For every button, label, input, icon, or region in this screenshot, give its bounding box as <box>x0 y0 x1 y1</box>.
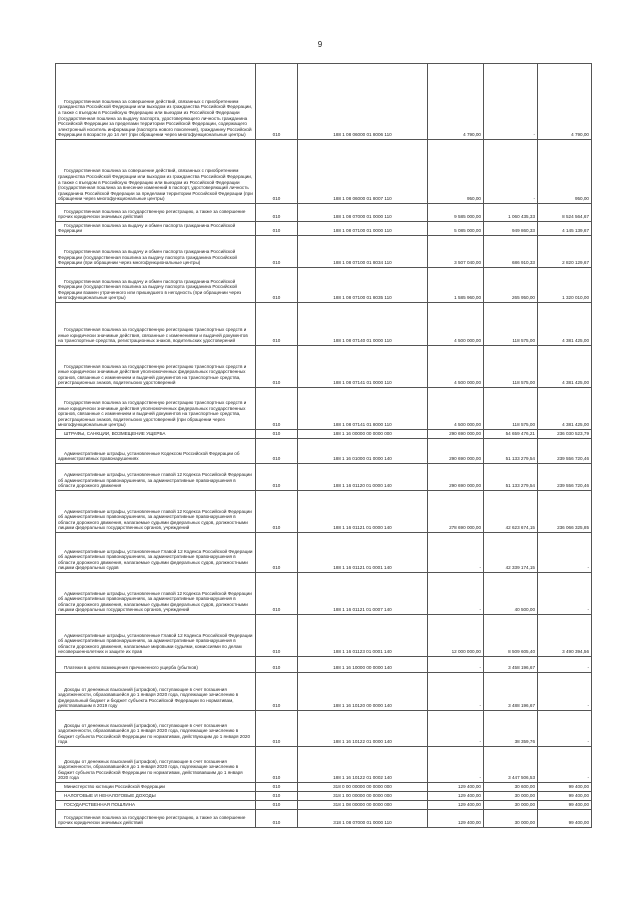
row-remaining-amount: 4 381 425,00 <box>538 303 592 346</box>
revenue-table <box>55 63 592 828</box>
table-row <box>56 792 592 801</box>
row-remaining-amount: 4 145 139,67 <box>538 222 592 236</box>
row-executed-amount: 686 910,33 <box>484 236 538 268</box>
row-kbk: 318 1 00 00000 00 0000 000 <box>298 792 428 801</box>
row-plan-amount: - <box>428 657 484 673</box>
row-kbk: 188 1 16 01121 01 0000 140 <box>298 491 428 533</box>
row-remaining-amount: 950,00 <box>538 140 592 204</box>
row-remaining-amount: 99 400,00 <box>538 783 592 792</box>
row-kbk: 188 1 08 07000 01 0000 110 <box>298 204 428 222</box>
row-code: 010 <box>256 268 298 303</box>
row-kbk: 188 1 16 01000 01 0000 140 <box>298 439 428 464</box>
row-code: 010 <box>256 573 298 615</box>
row-executed-amount: 38 359,76 <box>484 711 538 747</box>
row-code: 010 <box>256 801 298 810</box>
row-code: 010 <box>256 439 298 464</box>
table-row <box>56 64 592 140</box>
row-remaining-amount: - <box>538 573 592 615</box>
table-row <box>56 346 592 388</box>
table-row <box>56 657 592 673</box>
row-plan-amount: 129 400,00 <box>428 810 484 828</box>
row-name: Государственная пошлина за государственную регистрацию, а также за совершение прочих юридически значимых действий <box>56 204 256 222</box>
row-kbk: 188 1 16 10120 00 0000 140 <box>298 673 428 711</box>
row-remaining-amount: - <box>538 533 592 573</box>
row-name: Платежи в целях возмещения причиненного ущерба (убытков) <box>56 657 256 673</box>
row-remaining-amount: 236 066 325,85 <box>538 491 592 533</box>
row-kbk: 188 1 08 07100 01 8035 110 <box>298 268 428 303</box>
row-executed-amount: 3 488 196,67 <box>484 673 538 711</box>
row-executed-amount: 42 339 174,15 <box>484 533 538 573</box>
row-name: Доходы от денежных взысканий (штрафов), поступающие в счет погашения задолженности, образовавшейся до 1 января 2020 года, подлежащие зачислению в бюджет субъекта Российской Федерации по нормативам, действовавшим до 1 января 2020 года <box>56 747 256 783</box>
row-name: Государственная пошлина за совершение действий, связанных с приобретением гражданства Российской Федерации или выходом из гражданства Российской Федерации, а также с въездом в Российскую Федерацию или выездом из Российской Федерации (государственная пошлина за выдачу паспорта, удостоверяющего личность гражданина Российской Федерации за пределами территории Российской Федерации, содержащего электронный носитель информации (паспорта нового поколения), гражданину Российской Федерации в возрасте до 14 лет (при обращении через многофункциональные центры) <box>56 64 256 140</box>
row-name: Государственная пошлина за выдачу и обмен паспорта гражданина Российской Федерации (государственная пошлина за выдачу паспорта гражданина Российской Федерации (при обращении через многофункциональные центры) <box>56 236 256 268</box>
row-kbk: 318 1 08 07000 01 0000 110 <box>298 810 428 828</box>
row-name: Государственная пошлина за государственную регистрацию, а также за совершение прочих юридически значимых действий <box>56 810 256 828</box>
row-code: 010 <box>256 810 298 828</box>
row-plan-amount: - <box>428 533 484 573</box>
table-row <box>56 711 592 747</box>
row-executed-amount: 265 950,00 <box>484 268 538 303</box>
table-row <box>56 140 592 204</box>
row-executed-amount: 51 133 279,54 <box>484 464 538 491</box>
table-row <box>56 673 592 711</box>
row-remaining-amount: 99 400,00 <box>538 810 592 828</box>
row-plan-amount: 290 690 000,00 <box>428 430 484 439</box>
row-kbk: 188 1 16 01121 01 0001 140 <box>298 533 428 573</box>
row-plan-amount: 129 400,00 <box>428 783 484 792</box>
table-row <box>56 491 592 533</box>
row-name: Государственная пошлина за совершение действий, связанных с приобретением гражданства Российской Федерации или выходом из гражданства Российской Федерации, а также с въездом в Российскую Федерацию или выездом из Российской Федерации (государственная пошлина за внесение изменений в паспорт, удостоверяющий личность гражданина Российской Федерации за пределами территории Российской Федерации (при обращении через многофункциональные центры) <box>56 140 256 204</box>
row-executed-amount: 51 133 279,54 <box>484 439 538 464</box>
table-row <box>56 388 592 430</box>
row-name: Административные штрафы, установленные Главой 12 Кодекса Российской Федерации об административных правонарушениях, за административные правонарушения в области дорожного движения, налагаемые мировыми судьями, комиссиями по делам несовершеннолетних и защите их прав <box>56 615 256 657</box>
row-kbk: 188 1 16 10122 01 0002 140 <box>298 747 428 783</box>
table-row <box>56 303 592 346</box>
row-remaining-amount: 1 320 010,00 <box>538 268 592 303</box>
row-plan-amount: - <box>428 573 484 615</box>
table-row <box>56 810 592 828</box>
row-executed-amount: - <box>484 64 538 140</box>
row-code: 010 <box>256 792 298 801</box>
row-plan-amount: 5 085 000,00 <box>428 222 484 236</box>
row-remaining-amount: - <box>538 711 592 747</box>
row-name: ШТРАФЫ, САНКЦИИ, ВОЗМЕЩЕНИЕ УЩЕРБА <box>56 430 256 439</box>
row-name: ГОСУДАРСТВЕННАЯ ПОШЛИНА <box>56 801 256 810</box>
row-code: 010 <box>256 64 298 140</box>
row-name: Административные штрафы, установленные главой 12 Кодекса Российской Федерации об административных правонарушениях, за административные правонарушения в области дорожного движения, налагаемые судьями федеральных судов, должностными лицами федеральных государственных органов, учреждений <box>56 573 256 615</box>
row-plan-amount: 129 400,00 <box>428 792 484 801</box>
row-name: Административные штрафы, установленные Кодексом Российской Федерации об административных правонарушениях <box>56 439 256 464</box>
row-executed-amount: 30 600,00 <box>484 783 538 792</box>
row-name: НАЛОГОВЫЕ И НЕНАЛОГОВЫЕ ДОХОДЫ <box>56 792 256 801</box>
table-row <box>56 801 592 810</box>
row-kbk: 188 1 08 07141 01 8000 110 <box>298 388 428 430</box>
row-name: Государственная пошлина за выдачу и обмен паспорта гражданина Российской Федерации (государственная пошлина за выдачу паспорта гражданина Российской Федерации взамен утраченного или пришедшего в негодность (при обращении через многофункциональные центры) <box>56 268 256 303</box>
row-code: 010 <box>256 657 298 673</box>
row-executed-amount: 40 500,00 <box>484 573 538 615</box>
row-plan-amount: 12 000 000,00 <box>428 615 484 657</box>
row-name: Административные штрафы, установленные главой 12 Кодекса Российской Федерации об административных правонарушениях, за административные правонарушения в области дорожного движения, налагаемые судьями федеральных судов, должностными лицами федеральных государственных органов, учреждений <box>56 491 256 533</box>
row-remaining-amount: - <box>538 657 592 673</box>
row-kbk: 188 1 16 01121 01 0007 140 <box>298 573 428 615</box>
row-name: Доходы от денежных взысканий (штрафов), поступающие в счет погашения задолженности, образовавшейся до 1 января 2020 года, подлежащие зачислению в федеральный бюджет и бюджет субъекта Российской Федерации по нормативам, действовавшим в 2019 году <box>56 673 256 711</box>
table-row <box>56 573 592 615</box>
row-name: Государственная пошлина за государственную регистрацию транспортных средств и иные юридически значимые действия уполномоченных федеральных государственных органов, связанные с изменением и выдачей документов на транспортные средства, регистрационных знаков, водительских удостоверений (при обращении через многофункциональные центры) <box>56 388 256 430</box>
row-plan-amount: 9 585 000,00 <box>428 204 484 222</box>
row-executed-amount: 54 659 476,21 <box>484 430 538 439</box>
table-row <box>56 204 592 222</box>
row-name: Доходы от денежных взысканий (штрафов), поступающие в счет погашения задолженности, образовавшейся до 1 января 2020 года, подлежащие зачислению в бюджет субъекта Российской Федерации по нормативам, действующим до 1 января 2020 года <box>56 711 256 747</box>
row-remaining-amount: 4 381 425,00 <box>538 346 592 388</box>
row-remaining-amount: 2 820 129,67 <box>538 236 592 268</box>
row-plan-amount: 4 500 000,00 <box>428 303 484 346</box>
row-kbk: 188 1 08 07100 01 8034 110 <box>298 236 428 268</box>
row-code: 010 <box>256 222 298 236</box>
row-plan-amount: - <box>428 747 484 783</box>
table-row <box>56 268 592 303</box>
table-row <box>56 236 592 268</box>
row-remaining-amount: 236 030 523,79 <box>538 430 592 439</box>
table-row <box>56 430 592 439</box>
row-plan-amount: 278 690 000,00 <box>428 491 484 533</box>
row-code: 010 <box>256 204 298 222</box>
row-name: Административные штрафы, установленные Главой 12 Кодекса Российской Федерации об административных правонарушениях, за административные правонарушения в области дорожного движения, налагаемые судьями федеральных судов, должностными лицами федеральных судов <box>56 533 256 573</box>
row-plan-amount: 3 507 040,00 <box>428 236 484 268</box>
row-kbk: 188 1 08 06000 01 8007 110 <box>298 140 428 204</box>
row-code: 010 <box>256 464 298 491</box>
row-kbk: 318 1 08 00000 00 0000 000 <box>298 801 428 810</box>
row-code: 010 <box>256 711 298 747</box>
row-executed-amount: 1 060 435,33 <box>484 204 538 222</box>
row-remaining-amount: 99 400,00 <box>538 792 592 801</box>
table-row <box>56 783 592 792</box>
row-remaining-amount: 4 381 425,00 <box>538 388 592 430</box>
row-remaining-amount: - <box>538 673 592 711</box>
row-remaining-amount: 3 490 394,56 <box>538 615 592 657</box>
row-kbk: 188 1 08 07100 01 0000 110 <box>298 222 428 236</box>
row-kbk: 188 1 08 07141 01 0000 110 <box>298 346 428 388</box>
row-executed-amount: - <box>484 140 538 204</box>
row-executed-amount: 30 000,00 <box>484 792 538 801</box>
row-remaining-amount: 239 556 720,46 <box>538 464 592 491</box>
row-remaining-amount: 99 400,00 <box>538 801 592 810</box>
row-code: 010 <box>256 430 298 439</box>
row-name: Государственная пошлина за государственную регистрацию транспортных средств и иные юридически значимые действия уполномоченных федеральных государственных органов, связанные с изменением и выдачей документов на транспортные средства, регистрационных знаков, водительских удостоверений <box>56 346 256 388</box>
row-executed-amount: 3 458 196,67 <box>484 657 538 673</box>
row-executed-amount: 118 575,00 <box>484 303 538 346</box>
table-row <box>56 533 592 573</box>
table-row <box>56 222 592 236</box>
row-code: 010 <box>256 140 298 204</box>
row-code: 010 <box>256 747 298 783</box>
row-kbk: 188 1 16 01120 01 0000 140 <box>298 464 428 491</box>
row-plan-amount: 290 690 000,00 <box>428 464 484 491</box>
row-executed-amount: 118 575,00 <box>484 388 538 430</box>
row-name: Административные штрафы, установленные главой 12 Кодекса Российской Федерации об административных правонарушениях, за административные правонарушения в области дорожного движения <box>56 464 256 491</box>
row-kbk: 188 1 08 07140 01 0000 110 <box>298 303 428 346</box>
row-kbk: 188 1 16 10122 01 0000 140 <box>298 711 428 747</box>
table-row <box>56 615 592 657</box>
row-code: 010 <box>256 388 298 430</box>
table-row <box>56 747 592 783</box>
row-kbk: 188 1 16 01123 01 0001 140 <box>298 615 428 657</box>
row-code: 010 <box>256 303 298 346</box>
row-plan-amount: 4 500 000,00 <box>428 388 484 430</box>
page-number: 9 <box>317 40 323 49</box>
row-plan-amount: - <box>428 673 484 711</box>
row-name: Министерство юстиции Российской Федерации <box>56 783 256 792</box>
table-row <box>56 439 592 464</box>
row-executed-amount: 30 000,00 <box>484 810 538 828</box>
row-remaining-amount: 4 790,00 <box>538 64 592 140</box>
row-plan-amount: - <box>428 711 484 747</box>
row-name: Государственная пошлина за государственную регистрацию транспортных средств и иные юридически значимые действия, связанные с изменениями и выдачей документов на транспортные средства, регистрационных знаков, водительских удостоверений <box>56 303 256 346</box>
row-kbk: 318 0 00 00000 00 0000 000 <box>298 783 428 792</box>
row-code: 010 <box>256 491 298 533</box>
row-name: Государственная пошлина за выдачу и обмен паспорта гражданина Российской Федерации <box>56 222 256 236</box>
row-remaining-amount: - <box>538 747 592 783</box>
row-code: 010 <box>256 673 298 711</box>
row-executed-amount: 30 000,00 <box>484 801 538 810</box>
row-code: 010 <box>256 346 298 388</box>
row-kbk: 188 1 16 10000 00 0000 140 <box>298 657 428 673</box>
row-plan-amount: 4 790,00 <box>428 64 484 140</box>
row-executed-amount: 949 860,33 <box>484 222 538 236</box>
row-remaining-amount: 239 556 720,46 <box>538 439 592 464</box>
row-kbk: 188 1 08 06000 01 8006 110 <box>298 64 428 140</box>
row-plan-amount: 950,00 <box>428 140 484 204</box>
row-code: 010 <box>256 615 298 657</box>
row-plan-amount: 1 585 960,00 <box>428 268 484 303</box>
row-executed-amount: 118 575,00 <box>484 346 538 388</box>
table-row <box>56 464 592 491</box>
row-executed-amount: 8 509 605,40 <box>484 615 538 657</box>
row-plan-amount: 129 400,00 <box>428 801 484 810</box>
row-plan-amount: 4 500 000,00 <box>428 346 484 388</box>
row-kbk: 188 1 16 00000 00 0000 000 <box>298 430 428 439</box>
row-code: 010 <box>256 533 298 573</box>
row-executed-amount: 42 623 674,15 <box>484 491 538 533</box>
row-executed-amount: 3 447 506,53 <box>484 747 538 783</box>
row-plan-amount: 290 690 000,00 <box>428 439 484 464</box>
row-code: 010 <box>256 783 298 792</box>
row-code: 010 <box>256 236 298 268</box>
row-remaining-amount: 8 524 564,67 <box>538 204 592 222</box>
